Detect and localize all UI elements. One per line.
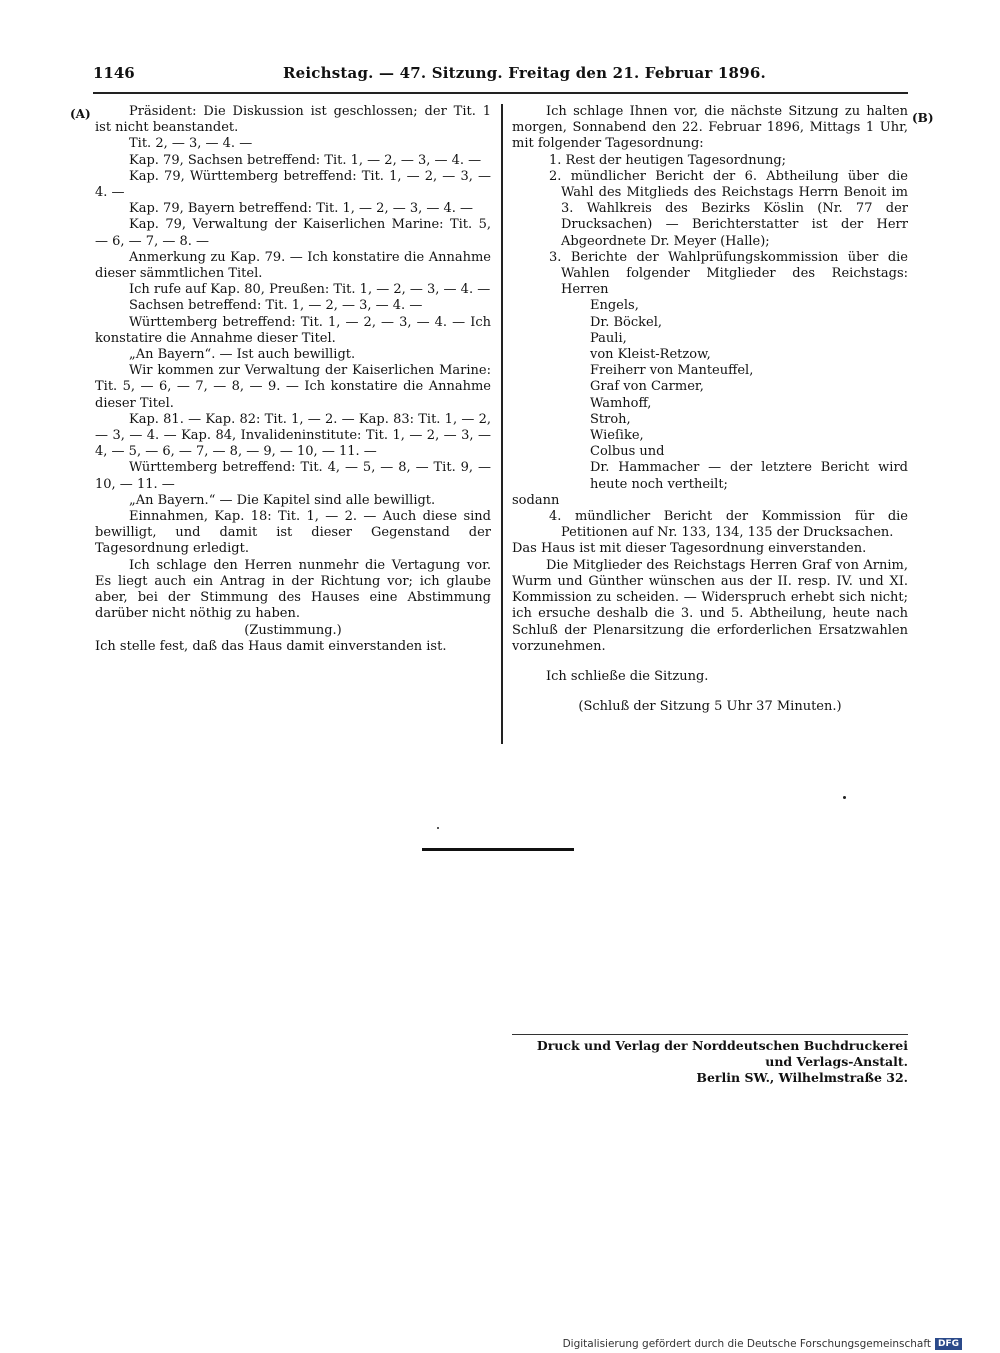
paragraph: Präsident: Die Diskussion ist geschlossen; der Tit. 1 ist nicht beanstandet. bbox=[95, 104, 491, 136]
member-name: Stroh, bbox=[590, 411, 631, 427]
imprint-rule bbox=[512, 1034, 908, 1035]
paragraph: „An Bayern.“ — Die Kapitel sind alle bewilligt. bbox=[129, 492, 436, 508]
paragraph: Württemberg betreffend: Tit. 1, — 2, — 3, — 4. — Ich konstatire die Annahme dieser Titel. bbox=[95, 314, 491, 346]
paragraph: Sachsen betreffend: Tit. 1, — 2, — 3, — 4. — bbox=[129, 298, 423, 314]
page-header bbox=[93, 64, 908, 90]
agenda-item: 2. mündlicher Bericht der 6. Abtheilung über die Wahl des Mitglieds des Reichstags Herrn Benoit im 3. Wahlkreis des Bezirks Köslin (Nr. 77 der Drucksachen) — Berichterstatter ist der Herr Abgeordnete Dr. Meyer (Halle); bbox=[549, 168, 908, 249]
paragraph: Das Haus ist mit dieser Tagesordnung einverstanden. bbox=[512, 541, 867, 557]
paragraph: Einnahmen, Kap. 18: Tit. 1, — 2. — Auch diese sind bewilligt, und damit ist dieser Gegenstand der Tagesordnung erledigt. bbox=[95, 509, 491, 557]
member-name: Engels, bbox=[590, 298, 639, 314]
paragraph: Ich stelle fest, daß das Haus damit einverstanden ist. bbox=[95, 638, 447, 654]
paragraph: Kap. 79, Bayern betreffend: Tit. 1, — 2, — 3, — 4. — bbox=[129, 201, 474, 217]
digitization-text: Digitalisierung gefördert durch die Deutsche Forschungsgemeinschaft bbox=[562, 1338, 931, 1350]
margin-mark-b: (B) bbox=[912, 111, 934, 125]
paragraph: Kap. 81. — Kap. 82: Tit. 1, — 2. — Kap. 83: Tit. 1, — 2, — 3, — 4. — Kap. 84, Invalideninstitute: Tit. 1, — 2, — 3, — 4, — 5, — 6, — 7, — 8, — 9, — 10, — 11. — bbox=[95, 411, 491, 460]
paragraph: „An Bayern“. — Ist auch bewilligt. bbox=[129, 347, 356, 363]
member-name: Wamhoff, bbox=[590, 395, 652, 411]
sodann-text: sodann bbox=[512, 492, 560, 508]
paragraph: Kap. 79, Württemberg betreffend: Tit. 1, — 2, — 3, — 4. — bbox=[95, 168, 491, 201]
agenda-item: 4. mündlicher Bericht der Kommission für die Petitionen auf Nr. 133, 134, 135 der Drucksachen. bbox=[549, 509, 908, 541]
member-name: Freiherr von Manteuffel, bbox=[590, 363, 754, 379]
print-speck bbox=[843, 796, 846, 799]
left-column bbox=[95, 104, 491, 655]
imprint-line: Berlin SW., Wilhelmstraße 32. bbox=[696, 1070, 908, 1085]
member-name: Graf von Carmer, bbox=[590, 379, 704, 395]
member-name: von Kleist-Retzow, bbox=[590, 347, 711, 363]
member-name: Pauli, bbox=[590, 330, 627, 346]
paragraph: Die Mitglieder des Reichstags Herren Graf von Arnim, Wurm und Günther wünschen aus der II. resp. IV. und XI. Kommission zu scheiden. — Widerspruch erhebt sich nicht; ich ersuche deshalb die 3. und 5. Abtheilung, heute nach Schluß der Plenarsitzung die erforderlichen Ersatzwahlen vorzunehmen. bbox=[512, 557, 908, 654]
paragraph: Ich rufe auf Kap. 80, Preußen: Tit. 1, — 2, — 3, — 4. — bbox=[129, 282, 491, 298]
right-column bbox=[512, 104, 908, 715]
printer-imprint bbox=[512, 1038, 908, 1086]
interjection: (Zustimmung.) bbox=[244, 622, 342, 638]
member-name: Dr. Hammacher — der letztere Bericht wird heute noch vertheilt; bbox=[590, 460, 908, 492]
paragraph: Kap. 79, Sachsen betreffend: Tit. 1, — 2, — 3, — 4. — bbox=[129, 152, 482, 168]
print-speck bbox=[437, 827, 439, 829]
column-divider bbox=[501, 104, 503, 744]
agenda-intro: Ich schlage Ihnen vor, die nächste Sitzung zu halten morgen, Sonnabend den 22. Februar 1896, Mittags 1 Uhr, mit folgender Tagesordnung: bbox=[512, 104, 908, 152]
session-end: (Schluß der Sitzung 5 Uhr 37 Minuten.) bbox=[578, 699, 842, 715]
paragraph: Kap. 79, Verwaltung der Kaiserlichen Marine: Tit. 5, — 6, — 7, — 8. — bbox=[95, 217, 491, 249]
paragraph: Württemberg betreffend: Tit. 4, — 5, — 8, — Tit. 9, — 10, — 11. — bbox=[95, 460, 491, 492]
imprint-line: Druck und Verlag der Norddeutschen Buchdruckerei und Verlags-Anstalt. bbox=[536, 1038, 908, 1069]
page-number: 1146 bbox=[93, 64, 135, 82]
paragraph: Wir kommen zur Verwaltung der Kaiserlichen Marine: Tit. 5, — 6, — 7, — 8, — 9. — Ich konstatire die Annahme dieser Titel. bbox=[95, 363, 491, 411]
header-rule bbox=[93, 92, 908, 94]
member-name: Dr. Böckel, bbox=[590, 314, 662, 330]
paragraph: Tit. 2, — 3, — 4. — bbox=[129, 136, 253, 152]
section-end-rule bbox=[422, 848, 574, 851]
member-name: Colbus und bbox=[590, 444, 665, 460]
paragraph: Ich schlage den Herren nunmehr die Vertagung vor. Es liegt auch ein Antrag in der Richtung vor; ich glaube aber, bei der Stimmung des Hauses eine Abstimmung darüber nicht nöthig zu haben. bbox=[95, 557, 491, 622]
margin-mark-a: (A) bbox=[70, 107, 91, 121]
member-list bbox=[512, 298, 908, 492]
paragraph: Anmerkung zu Kap. 79. — Ich konstatire die Annahme dieser sämmtlichen Titel. bbox=[95, 249, 491, 282]
closing-statement: Ich schließe die Sitzung. bbox=[546, 668, 709, 684]
member-name: Wieſike, bbox=[590, 428, 644, 444]
agenda-item: 3. Berichte der Wahlprüfungskommission über die Wahlen folgender Mitglieder des Reichstags: Herren bbox=[549, 249, 908, 298]
running-title: Reichstag. — 47. Sitzung. Freitag den 21. Februar 1896. bbox=[283, 64, 766, 82]
dfg-logo-icon: DFG bbox=[935, 1338, 962, 1350]
digitization-credit bbox=[563, 1337, 962, 1351]
agenda-item: 1. Rest der heutigen Tagesordnung; bbox=[549, 152, 787, 168]
